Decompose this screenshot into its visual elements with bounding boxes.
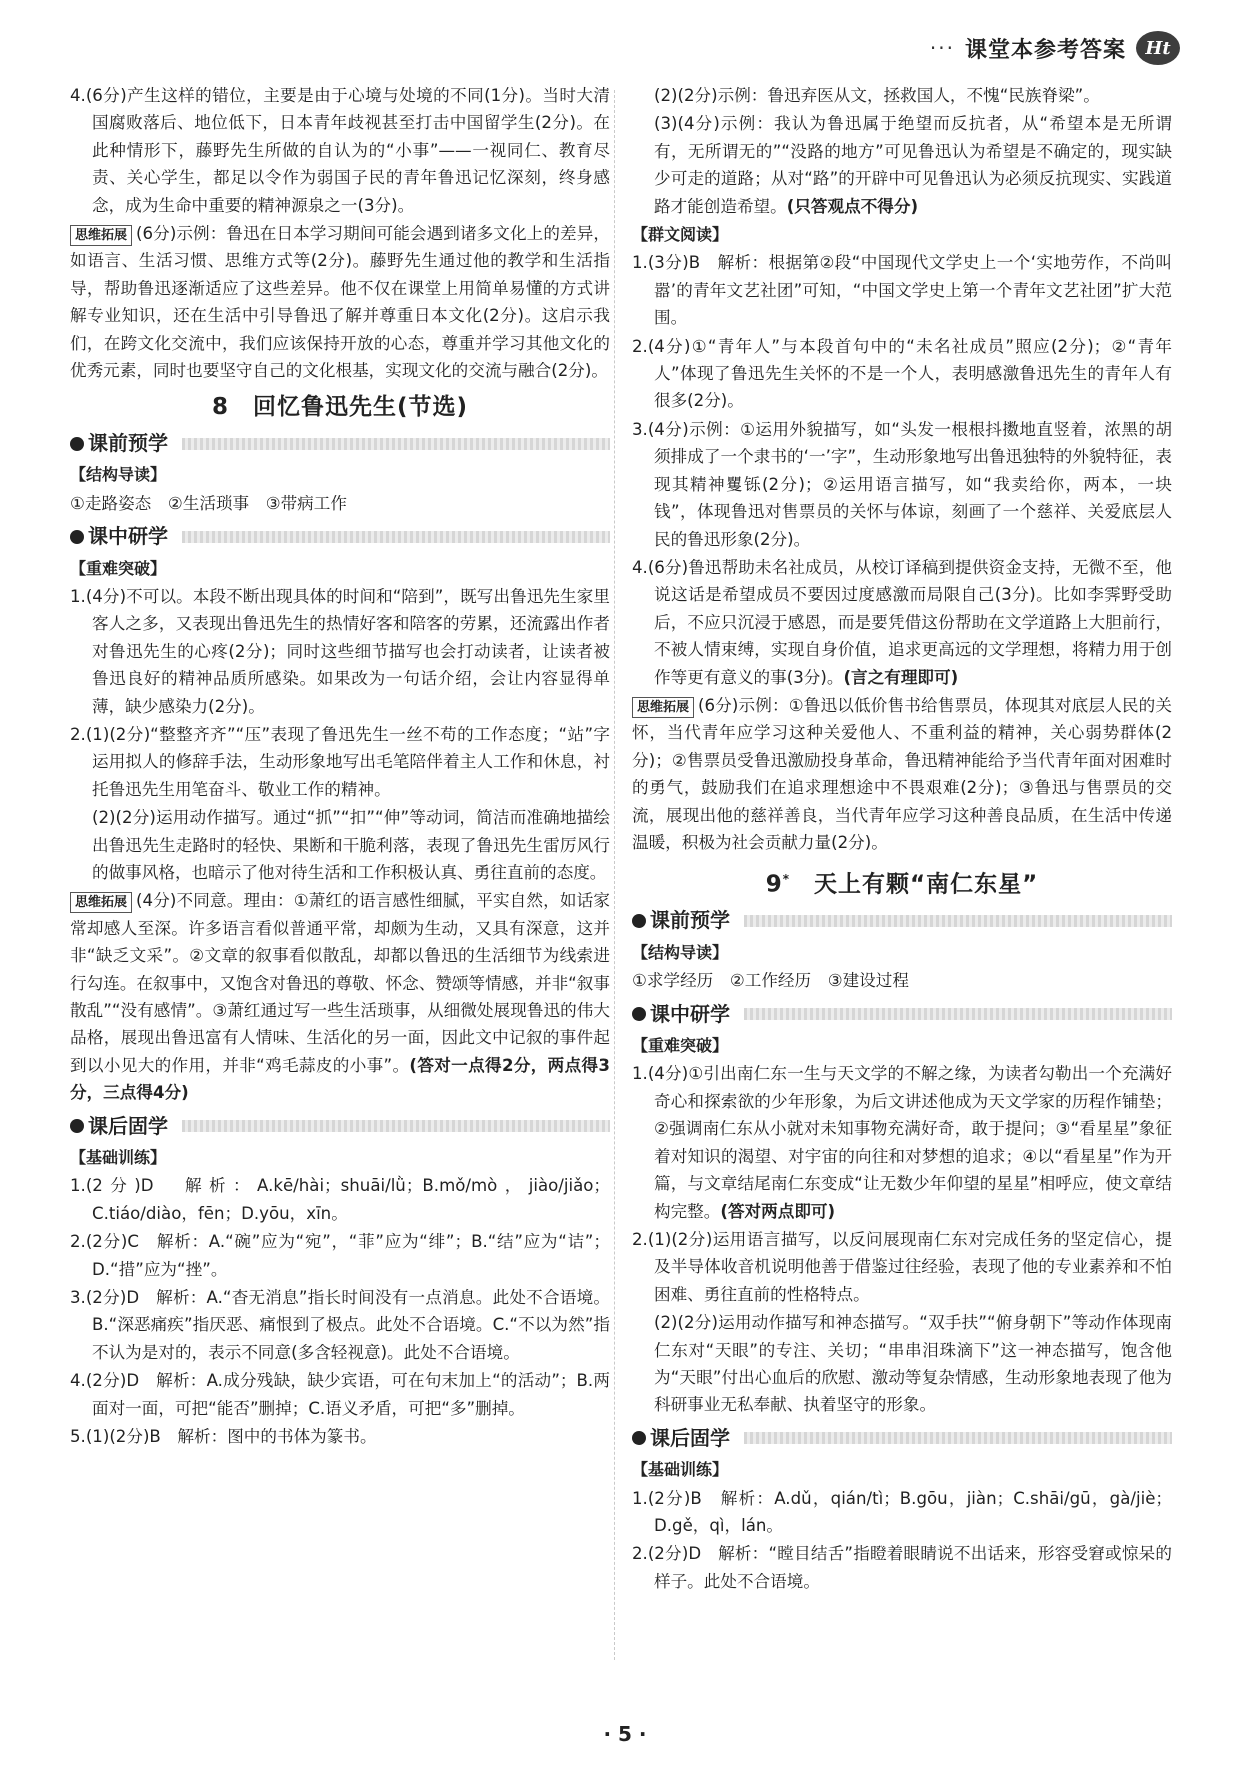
right-column [632, 82, 1172, 1596]
section-pre-study [70, 430, 610, 457]
scoring-note: (答对一点得2分，两点得3分，三点得4分) [70, 1055, 610, 1103]
answer-r2: (2)(2分)示例：鲁迅弃医从文，拯救国人，不愧“民族脊梁”。 [654, 86, 1100, 105]
bullet-icon [70, 1119, 84, 1133]
left-column [70, 82, 610, 1452]
brand-logo: Ht [1136, 31, 1180, 65]
thinking-extension-text: (6分)示例：①鲁迅以低价售书给售票员，体现其对底层人民的关怀，当代青年应学习这种关爱他人、不重利益的精神，关心弱势群体(2分)；②售票员受鲁迅激励投身革命，鲁迅精神能给予当代青年面对困难时的勇气，鼓励我们在追求理想途中不畏艰难(2分)；③鲁迅与售票员的交流，展现出他的慈祥善良，当代青年应学习这种善良品质，在生活中传递温暖，积极为社会贡献力量(2分)。 [632, 695, 1172, 852]
lesson-8-title: 8 回忆鲁迅先生(节选) [211, 394, 469, 421]
answer-r3-text: (3)(4分)示例：我认为鲁迅属于绝望而反抗者，从“希望本是无所谓有，无所谓无的”“没路的地方”可见鲁迅认为希望是不确定的，现实缺少可走的道路；从对“路”的开辟中可见鲁迅认为必须反抗现实、实践道路才能创造希望。 [654, 114, 1172, 216]
thinking-extension-1 [70, 220, 610, 384]
basic-answer-1: 1.(2分)B 解析：A.dǔ，qián/tì；B.gōu，jiàn；C.shāi/gū，gà/jiè；D.gě，qì，lán。 [632, 1488, 1172, 1535]
section-after-class [70, 1113, 610, 1140]
basic-answer-2: 2.(2分)D 解析：“瞠目结舌”指瞪着眼睛说不出话来，形容受窘或惊呆的样子。此处不合语境。 [632, 1544, 1172, 1591]
bullet-icon [632, 1007, 646, 1021]
page-number: · 5 · [603, 1722, 647, 1746]
section-bar [182, 531, 610, 543]
section-bar [744, 1008, 1172, 1020]
page-header [930, 28, 1180, 68]
key-points-label: 【重难突破】 [70, 558, 167, 578]
section-bar [744, 1432, 1172, 1444]
thinking-extension-2 [70, 887, 610, 1106]
lesson-9-title [632, 866, 1172, 899]
thinking-extension-tag: 思维拓展 [70, 892, 132, 913]
thinking-extension-text: (6分)示例：鲁迅在日本学习期间可能会遇到诸多文化上的差异，如语言、生活习惯、思维方式等(2分)。藤野先生通过他的教学和生活指导，帮助鲁迅逐渐适应了这些差异。他不仅在课堂上用简单易懂的方式讲解专业知识，还在生活中引导鲁迅了解并尊重日本文化(2分)。这启示我们，在跨文化交流中，我们应该保持开放的心态，尊重并学习其他文化的优秀元素，同时也要坚守自己的文化根基，实现文化的交流与融合(2分)。 [70, 224, 610, 381]
key-points-label: 【重难突破】 [632, 1036, 729, 1056]
section-label: 课后固学 [88, 1113, 168, 1138]
section-label: 课后固学 [650, 1425, 730, 1450]
key-answer-2a: 2.(1)(2分)运用语言描写，以反问展现南仁东对完成任务的坚定信心，提及半导体收音机说明他善于借鉴过往经验，表现了他的专业素养和不怕困难、勇往直前的性格特点。 [632, 1229, 1172, 1304]
thinking-extension-tag: 思维拓展 [70, 225, 132, 246]
group-answer-3: 3.(4分)示例：①运用外貌描写，如“头发一根根抖擞地直竖着，浓黑的胡须排成了一个隶书的‘一’字”，生动形象地写出鲁迅独特的外貌特征，表现其精神矍铄(2分)；②运用语言描写，如“我卖给你，两本，一块钱”，体现鲁迅对售票员的关怀与体谅，刻画了一个慈祥、关爱底层人民的鲁迅形象(2分)。 [632, 419, 1172, 549]
basic-training-label: 【基础训练】 [632, 1460, 729, 1480]
answer-q4: 4.(6分)产生这样的错位，主要是由于心境与处境的不同(1分)。当时大清国腐败落后、地位低下，日本青年歧视甚至打击中国留学生(2分)。在此种情形下，藤野先生所做的自认为的“小事”——一视同仁、教育尽责、关心学生，都足以令作为弱国子民的青年鲁迅记忆深刻，终身感念，成为生命中重要的精神源泉之一(3分)。 [70, 86, 610, 215]
key-answer-1 [632, 1060, 1172, 1224]
structure-items: ①求学经历 ②工作经历 ③建设过程 [632, 971, 909, 991]
key-answer-2b: (2)(2分)运用动作描写。通过“抓”“扣”“伸”等动词，简洁而准确地描绘出鲁迅先生走路时的轻快、果断和干脆利落，表现了鲁迅先生雷厉风行的做事风格，也暗示了他对待生活和工作积极认真、勇往直前的态度。 [92, 808, 610, 882]
basic-answer-1: 1.(2分)D 解析：A.kē/hài；shuāi/lǜ；B.mǒ/mò，jiào/jiǎo；C.tiáo/diào，fēn；D.yōu，xīn。 [70, 1176, 610, 1223]
basic-answer-2: 2.(2分)C 解析：A.“碗”应为“宛”，“菲”应为“绯”；B.“结”应为“诘”；D.“措”应为“挫”。 [70, 1232, 610, 1279]
group-reading-label: 【群文阅读】 [632, 225, 729, 245]
optional-mark: * [782, 872, 791, 887]
group-answer-1: 1.(3分)B 解析：根据第②段“中国现代文学史上一个‘实地劳作，不尚叫嚣’的青年文艺社团”可知，“中国文学史上第一个青年文艺社团”扩大范围。 [632, 253, 1172, 328]
basic-training-label: 【基础训练】 [70, 1148, 167, 1168]
key-answer-2b: (2)(2分)运用动作描写和神态描写。“双手扶”“俯身朝下”等动作体现南仁东对“天眼”的专注、关切；“串串泪珠滴下”这一神态描写，饱含他为“天眼”付出心血后的欣慰、激动等复杂情感，生动形象地表现了他为科研事业无私奉献、执着坚守的形象。 [654, 1313, 1172, 1415]
structure-label: 【结构导读】 [632, 942, 729, 962]
section-bar [744, 915, 1172, 927]
section-bar [182, 1120, 610, 1132]
answer-r3 [632, 110, 1172, 220]
group-answer-2: 2.(4分)①“青年人”与本段首句中的“未名社成员”照应(2分)；②“青年人”体现了鲁迅先生关怀的不是一个人，表明感激鲁迅先生的青年人有很多(2分)。 [632, 336, 1172, 411]
thinking-extension-tag: 思维拓展 [632, 697, 694, 718]
header-title: 课堂本参考答案 [964, 37, 1126, 63]
column-divider [614, 90, 615, 1660]
bullet-icon [70, 530, 84, 544]
key-answer-1: 1.(4分)不可以。本段不断出现具体的时间和“陪到”，既写出鲁迅先生家里客人之多，又表现出鲁迅先生的热情好客和陪客的劳累，还流露出作者对鲁迅先生的心疼(2分)；同时这些细节描写也会打动读者，让读者被鲁迅良好的精神品质所感染。如果改为一句话介绍，会让内容显得单薄，缺少感染力(2分)。 [70, 586, 610, 716]
section-in-class [70, 523, 610, 550]
scoring-note: (答对两点即可) [720, 1201, 836, 1221]
scoring-note: (只答观点不得分) [786, 196, 919, 216]
thinking-extension-text: (4分)不同意。理由：①萧红的语言感性细腻，平实自然，如话家常却感人至深。许多语言看似普通平常，却颇为生动，又具有深意，这并非“缺乏文采”。②文章的叙事看似散乱，却都以鲁迅的生活细节为线索进行勾连。在叙事中，又饱含对鲁迅的尊敬、怀念、赞颂等情感，并非“叙事散乱”“没有感情”。③萧红通过写一些生活琐事，从细微处展现鲁迅的伟大品格，展现出鲁迅富有人情味、生活化的另一面，因此文中记叙的事件起到以小见大的作用，并非“鸡毛蒜皮的小事”。 [70, 891, 610, 1075]
section-label: 课前预学 [88, 430, 168, 455]
key-answer-2a: 2.(1)(2分)“整整齐齐”“压”表现了鲁迅先生一丝不苟的工作态度；“站”字运用拟人的修辞手法，生动形象地写出毛笔陪伴着主人工作和休息，衬托鲁迅先生用笔奋斗、敬业工作的精神。 [70, 724, 610, 799]
lesson-name: 天上有颗“南仁东星” [814, 872, 1039, 899]
thinking-extension-3 [632, 692, 1172, 856]
section-label: 课前预学 [650, 908, 730, 933]
scoring-note: (言之有理即可) [843, 667, 959, 687]
section-label: 课中研学 [650, 1001, 730, 1026]
key-answer-1-text: 1.(4分)①引出南仁东一生与天文学的不解之缘，为读者勾勒出一个充满好奇心和探索欲的少年形象，为后文讲述他成为天文学家的历程作铺垫；②强调南仁东从小就对未知事物充满好奇，敢于提问；③“看星星”象征着对知识的渴望、对宇宙的向往和对梦想的追求；④以“看星星”作为开篇，与文章结尾南仁东变成“让无数少年仰望的星星”相呼应，使文章结构完整。 [632, 1064, 1172, 1221]
basic-answer-4: 4.(2分)D 解析：A.成分残缺，缺少宾语，可在句末加上“的活动”；B.两面对一面，可把“能否”删掉；C.语义矛盾，可把“多”删掉。 [70, 1371, 610, 1418]
structure-label: 【结构导读】 [70, 465, 167, 485]
group-answer-4 [632, 554, 1172, 691]
structure-items: ①走路姿态 ②生活琐事 ③带病工作 [70, 493, 347, 513]
header-dots: ··· [929, 36, 955, 60]
group-answer-4-text: 4.(6分)鲁迅帮助未名社成员，从校订译稿到提供资金支持，无微不至，他说这话是希望成员不要因过度感激而局限自己(3分)。比如李霁野受助后，不应只沉浸于感恩，而是要凭借这份帮助在文学道路上大胆前行，不被人情束缚，实现自身价值，追求更高远的文学理想，将精力用于创作等更有意义的事(3分)。 [632, 557, 1172, 687]
bullet-icon [70, 437, 84, 451]
section-label: 课中研学 [88, 524, 168, 549]
section-bar [182, 438, 610, 450]
basic-answer-3: 3.(2分)D 解析：A.“杳无消息”指长时间没有一点消息。此处不合语境。B.“深恶痛疾”指厌恶、痛恨到了极点。此处不合语境。C.“不以为然”指不认为是对的，表示不同意(多含轻视意)。此处不合语境。 [70, 1288, 610, 1362]
lesson-number: 9 [765, 872, 783, 899]
section-in-class [632, 1001, 1172, 1028]
bullet-icon [632, 914, 646, 928]
section-pre-study [632, 907, 1172, 934]
bullet-icon [632, 1431, 646, 1445]
section-after-class [632, 1425, 1172, 1452]
basic-answer-5: 5.(1)(2分)B 解析：图中的书体为篆书。 [70, 1427, 377, 1447]
